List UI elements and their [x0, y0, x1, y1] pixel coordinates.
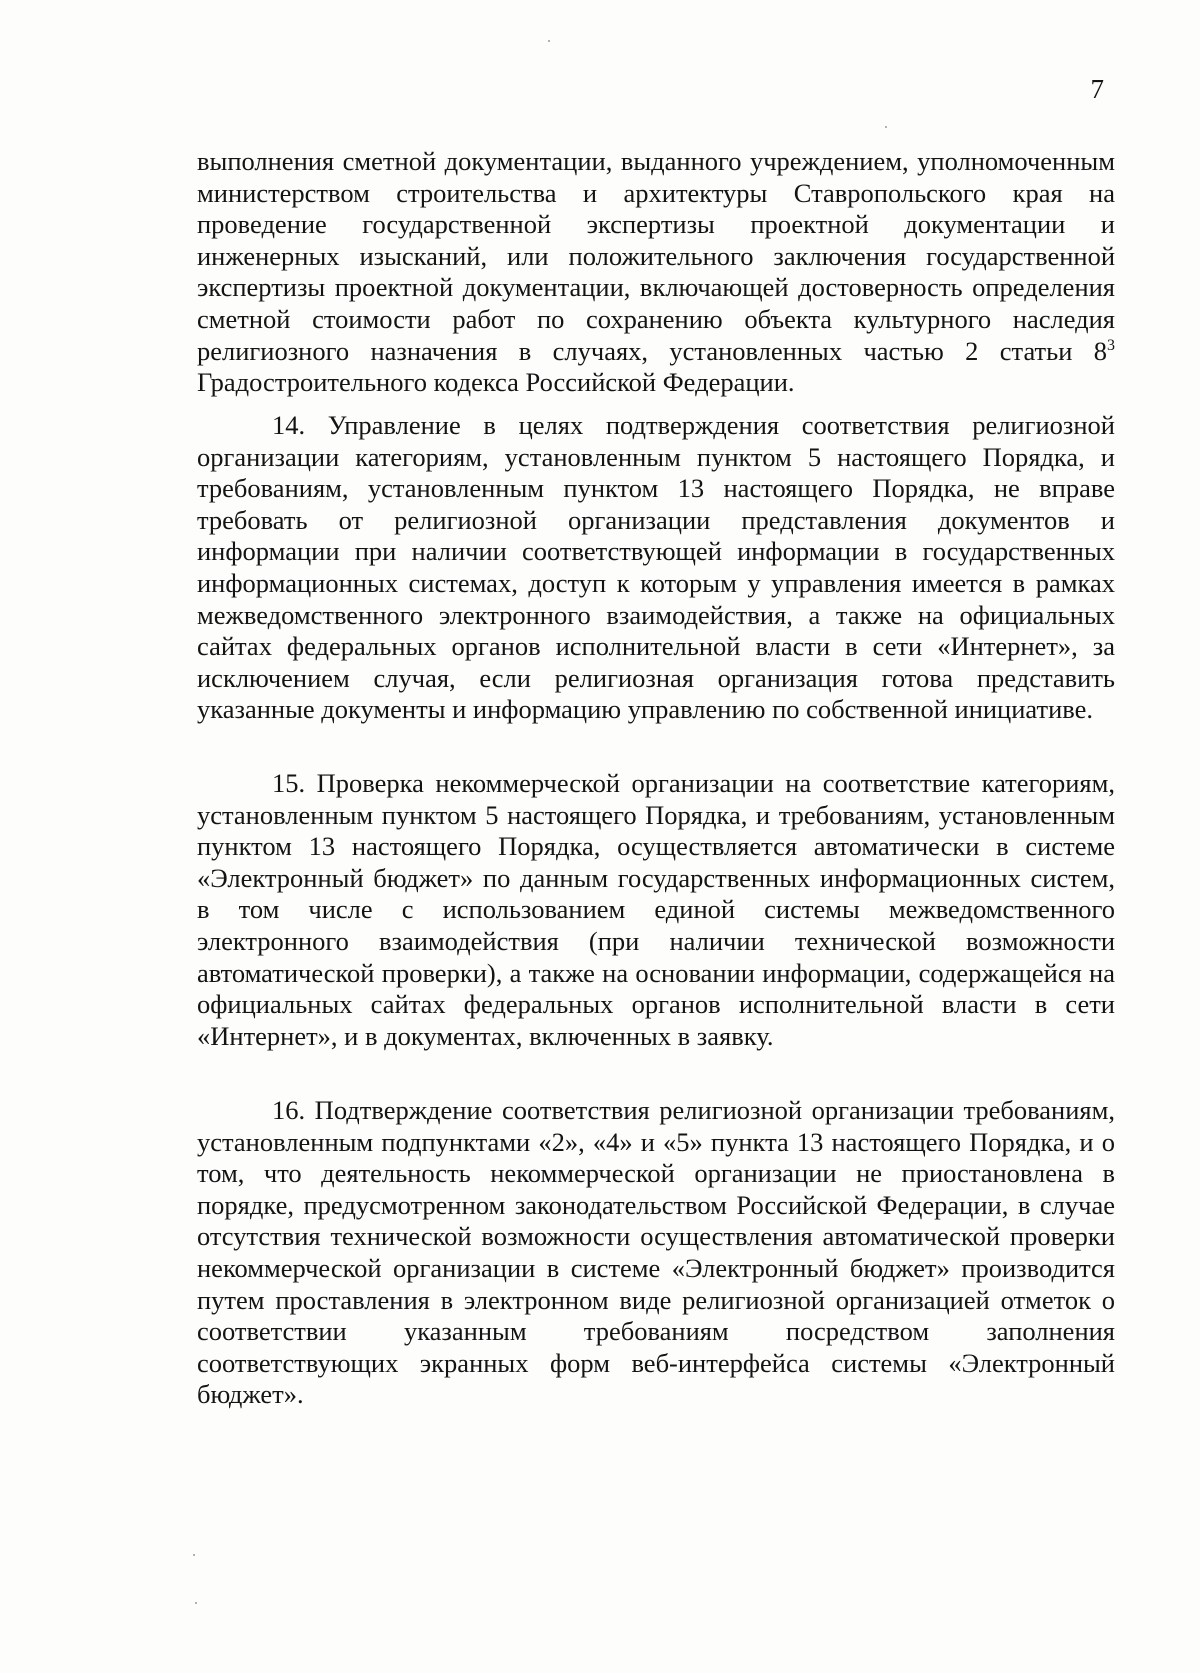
- scan-speck: [548, 40, 550, 42]
- paragraph-16: [197, 1095, 1115, 1411]
- paragraph-13-text-end: Градостроительного кодекса Российской Федерации.: [197, 367, 795, 398]
- paragraph-15: [197, 768, 1115, 1052]
- paragraph-15-text: 15. Проверка некоммерческой организации на соответствие категориям, установленным пунктом 5 настоящего Порядка, и требованиям, установленным пунктом 13 настоящего Порядка, осуществляется автоматически в системе «Электронный бюджет» по данным государственных информационных систем, в том числе с использованием единой системы межведомственного электронного взаимодействия (при наличии технической возможности автоматической проверки), а также на основании информации, содержащейся на официальных сайтах федеральных органов исполнительной власти в сети «Интернет», и в документах, включенных в заявку.: [197, 768, 1115, 1051]
- article-superscript: 3: [1107, 336, 1115, 354]
- paragraph-16-text: 16. Подтверждение соответствия религиозной организации требованиям, установленным подпунктами «2», «4» и «5» пункта 13 настоящего Порядка, и о том, что деятельность некоммерческой организации не приостановлена в порядке, предусмотренном законодательством Российской Федерации, в случае отсутствия технической возможности осуществления автоматической проверки некоммерческой организации в системе «Электронный бюджет» производится путем проставления в электронном виде религиозной организацией отметок о соответствии указанным требованиям посредством заполнения соответствующих экранных форм веб-интерфейса системы «Электронный бюджет».: [197, 1095, 1115, 1410]
- scan-speck: [195, 1602, 197, 1604]
- paragraph-13-continuation: [197, 146, 1115, 399]
- scan-speck: [885, 126, 887, 128]
- paragraph-14: [197, 410, 1115, 726]
- scan-speck: [193, 1554, 195, 1556]
- page-number: 7: [1090, 74, 1104, 104]
- paragraph-14-text: 14. Управление в целях подтверждения соответствия религиозной организации категориям, установленным пунктом 5 настоящего Порядка, и требованиям, установленным пунктом 13 настоящего Порядка, не вправе требовать от религиозной организации представления документов и информации при наличии соответствующей информации в государственных информационных системах, доступ к которым у управления имеется в рамках межведомственного электронного взаимодействия, а также на официальных сайтах федеральных органов исполнительной власти в сети «Интернет», за исключением случая, если религиозная организация готова представить указанные документы и информацию управлению по собственной инициативе.: [197, 410, 1115, 725]
- paragraph-13-text: выполнения сметной документации, выданного учреждением, уполномоченным министерством строительства и архитектуры Ставропольского края на проведение государственной экспертизы проектной документации и инженерных изысканий, или положительного заключения государственной экспертизы проектной документации, включающей достоверность определения сметной стоимости работ по сохранению объекта культурного наследия религиозного назначения в случаях, установленных частью 2 статьи 8: [197, 146, 1115, 366]
